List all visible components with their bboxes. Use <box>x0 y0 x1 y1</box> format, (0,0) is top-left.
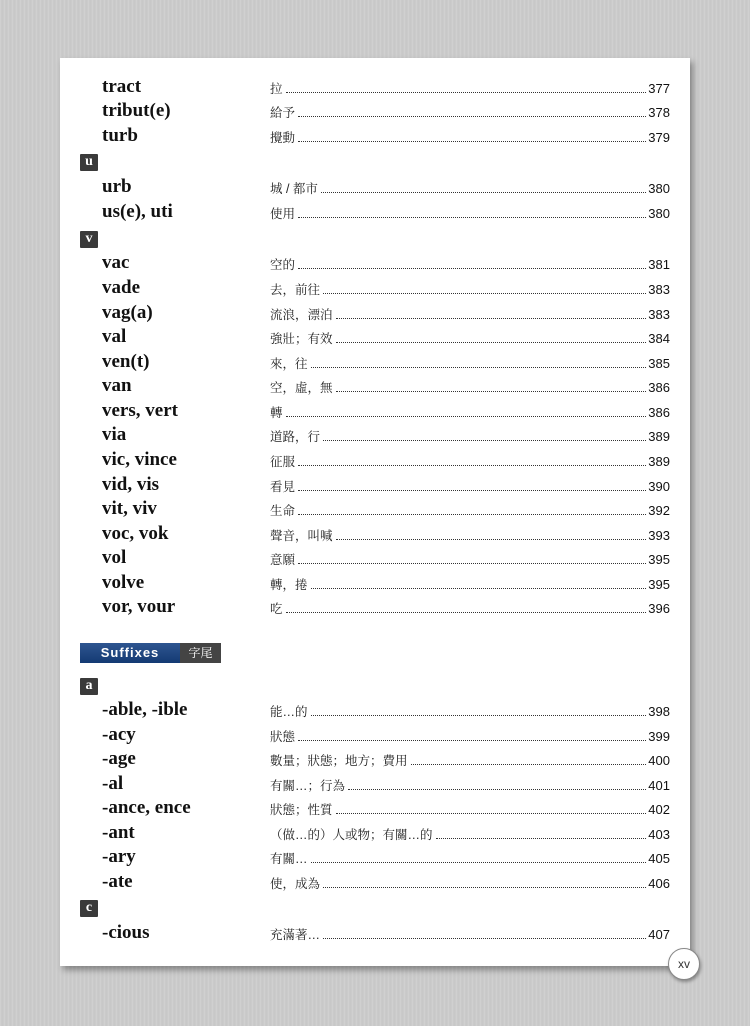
leader-dots <box>436 838 647 839</box>
entry-row <box>60 200 690 224</box>
meaning: （做…的）人或物；有關…的 <box>270 828 433 842</box>
meaning: 去，前往 <box>270 283 321 297</box>
leader-dots <box>311 862 647 863</box>
root-word: vol <box>102 547 127 568</box>
page-ref: 403 <box>648 827 670 842</box>
suffixes-section-banner <box>80 643 221 663</box>
root-word: -cious <box>102 922 150 943</box>
root-word: -ant <box>102 822 135 843</box>
leader-dots <box>298 490 646 491</box>
root-word: -ance, ence <box>102 797 191 818</box>
leader-dots <box>323 938 646 939</box>
leader-dots <box>311 367 647 368</box>
page-ref: 385 <box>648 356 670 371</box>
meaning: 有關… <box>270 852 308 866</box>
root-word: -acy <box>102 724 136 745</box>
entry-row <box>60 301 690 325</box>
entry-row <box>60 595 690 619</box>
root-word: van <box>102 375 132 396</box>
leader-dots <box>298 465 646 466</box>
root-word: vit, viv <box>102 498 157 519</box>
root-word: vac <box>102 252 130 273</box>
root-word: -al <box>102 773 124 794</box>
meaning: 聲音，叫喊 <box>270 529 333 543</box>
meaning: 給予 <box>270 106 296 120</box>
meaning: 生命 <box>270 504 296 518</box>
meaning: 有關…；行為 <box>270 779 346 793</box>
leader-dots <box>323 440 646 441</box>
meaning: 充滿著… <box>270 928 321 942</box>
meaning: 強壯；有效 <box>270 332 333 346</box>
letter-badge-v: v <box>80 231 98 248</box>
entry-row <box>60 796 690 820</box>
page-ref: 399 <box>648 729 670 744</box>
root-word: urb <box>102 176 132 197</box>
entry-row <box>60 522 690 546</box>
leader-dots <box>298 217 646 218</box>
entry-row <box>60 374 690 398</box>
meaning: 轉，捲 <box>270 578 308 592</box>
leader-dots <box>298 116 646 117</box>
meaning: 流浪，漂泊 <box>270 308 333 322</box>
page-ref: 401 <box>648 778 670 793</box>
page-ref: 389 <box>648 454 670 469</box>
meaning: 吃 <box>270 602 283 616</box>
book-page <box>60 58 690 966</box>
meaning: 攪動 <box>270 131 296 145</box>
leader-dots <box>311 588 647 589</box>
entry-row <box>60 546 690 570</box>
meaning: 拉 <box>270 82 283 96</box>
suffixes-title-en: Suffixes <box>80 643 180 663</box>
root-word: ven(t) <box>102 351 150 372</box>
entry-row <box>60 99 690 123</box>
leader-dots <box>298 563 646 564</box>
entry-row <box>60 723 690 747</box>
entry-row <box>60 175 690 199</box>
letter-badge-c: c <box>80 900 98 917</box>
meaning: 城 / 都市 <box>270 182 318 196</box>
meaning: 來，往 <box>270 357 308 371</box>
root-word: -able, -ible <box>102 699 188 720</box>
leader-dots <box>411 764 647 765</box>
leader-dots <box>336 391 647 392</box>
entry-row <box>60 497 690 521</box>
meaning: 使用 <box>270 207 296 221</box>
leader-dots <box>286 416 647 417</box>
leader-dots <box>336 318 647 319</box>
leader-dots <box>348 789 646 790</box>
entry-row <box>60 399 690 423</box>
entry-row <box>60 325 690 349</box>
leader-dots <box>286 92 647 93</box>
leader-dots <box>311 715 647 716</box>
entry-row <box>60 870 690 894</box>
root-word: turb <box>102 125 138 146</box>
root-word: us(e), uti <box>102 201 173 222</box>
meaning: 能…的 <box>270 705 308 719</box>
leader-dots <box>298 268 646 269</box>
leader-dots <box>298 141 646 142</box>
entry-row <box>60 251 690 275</box>
leader-dots <box>323 293 646 294</box>
page-ref: 379 <box>648 130 670 145</box>
entry-row <box>60 276 690 300</box>
entry-row <box>60 698 690 722</box>
page-ref: 406 <box>648 876 670 891</box>
leader-dots <box>336 342 647 343</box>
entry-row <box>60 921 690 945</box>
root-word: via <box>102 424 127 445</box>
letter-badge-u: u <box>80 154 98 171</box>
letter-badge-a: a <box>80 678 98 695</box>
meaning: 意願 <box>270 553 296 567</box>
leader-dots <box>323 887 646 888</box>
entry-row <box>60 124 690 148</box>
root-word: -ate <box>102 871 133 892</box>
page-number-badge: xv <box>668 948 700 980</box>
entry-row <box>60 821 690 845</box>
page-ref: 395 <box>648 552 670 567</box>
root-word: vade <box>102 277 140 298</box>
entry-row <box>60 571 690 595</box>
page-ref: 380 <box>648 206 670 221</box>
root-word: tract <box>102 76 142 97</box>
root-word: vic, vince <box>102 449 177 470</box>
page-ref: 392 <box>648 503 670 518</box>
suffixes-title-zh: 字尾 <box>180 643 221 663</box>
page-ref: 383 <box>648 282 670 297</box>
leader-dots <box>321 192 646 193</box>
meaning: 數量；狀態；地方；費用 <box>270 754 408 768</box>
page-ref: 380 <box>648 181 670 196</box>
page-ref: 384 <box>648 331 670 346</box>
entry-row <box>60 448 690 472</box>
meaning: 轉 <box>270 406 283 420</box>
page-ref: 386 <box>648 405 670 420</box>
page-ref: 400 <box>648 753 670 768</box>
page-ref: 381 <box>648 257 670 272</box>
root-word: -ary <box>102 846 136 867</box>
entry-row <box>60 350 690 374</box>
meaning: 道路，行 <box>270 430 321 444</box>
leader-dots <box>286 612 647 613</box>
root-word: val <box>102 326 127 347</box>
page-ref: 402 <box>648 802 670 817</box>
page-ref: 407 <box>648 927 670 942</box>
root-word: vid, vis <box>102 474 160 495</box>
page-ref: 398 <box>648 704 670 719</box>
page-ref: 395 <box>648 577 670 592</box>
root-word: voc, vok <box>102 523 169 544</box>
root-word: -age <box>102 748 136 769</box>
leader-dots <box>298 740 646 741</box>
entry-row <box>60 845 690 869</box>
entry-row <box>60 772 690 796</box>
meaning: 狀態；性質 <box>270 803 333 817</box>
entry-row <box>60 747 690 771</box>
entry-row <box>60 75 690 99</box>
page-ref: 396 <box>648 601 670 616</box>
root-word: volve <box>102 572 145 593</box>
page-ref: 386 <box>648 380 670 395</box>
page-ref: 377 <box>648 81 670 96</box>
root-word: tribut(e) <box>102 100 171 121</box>
meaning: 狀態 <box>270 730 296 744</box>
page-ref: 405 <box>648 851 670 866</box>
root-word: vers, vert <box>102 400 178 421</box>
root-word: vor, vour <box>102 596 176 617</box>
page-ref: 390 <box>648 479 670 494</box>
entry-row <box>60 473 690 497</box>
leader-dots <box>336 813 647 814</box>
leader-dots <box>336 539 647 540</box>
meaning: 空，虛，無 <box>270 381 333 395</box>
meaning: 使，成為 <box>270 877 321 891</box>
meaning: 征服 <box>270 455 296 469</box>
meaning: 看見 <box>270 480 296 494</box>
page-ref: 383 <box>648 307 670 322</box>
entry-row <box>60 423 690 447</box>
page-ref: 389 <box>648 429 670 444</box>
page-ref: 393 <box>648 528 670 543</box>
page-ref: 378 <box>648 105 670 120</box>
meaning: 空的 <box>270 258 296 272</box>
leader-dots <box>298 514 646 515</box>
root-word: vag(a) <box>102 302 153 323</box>
